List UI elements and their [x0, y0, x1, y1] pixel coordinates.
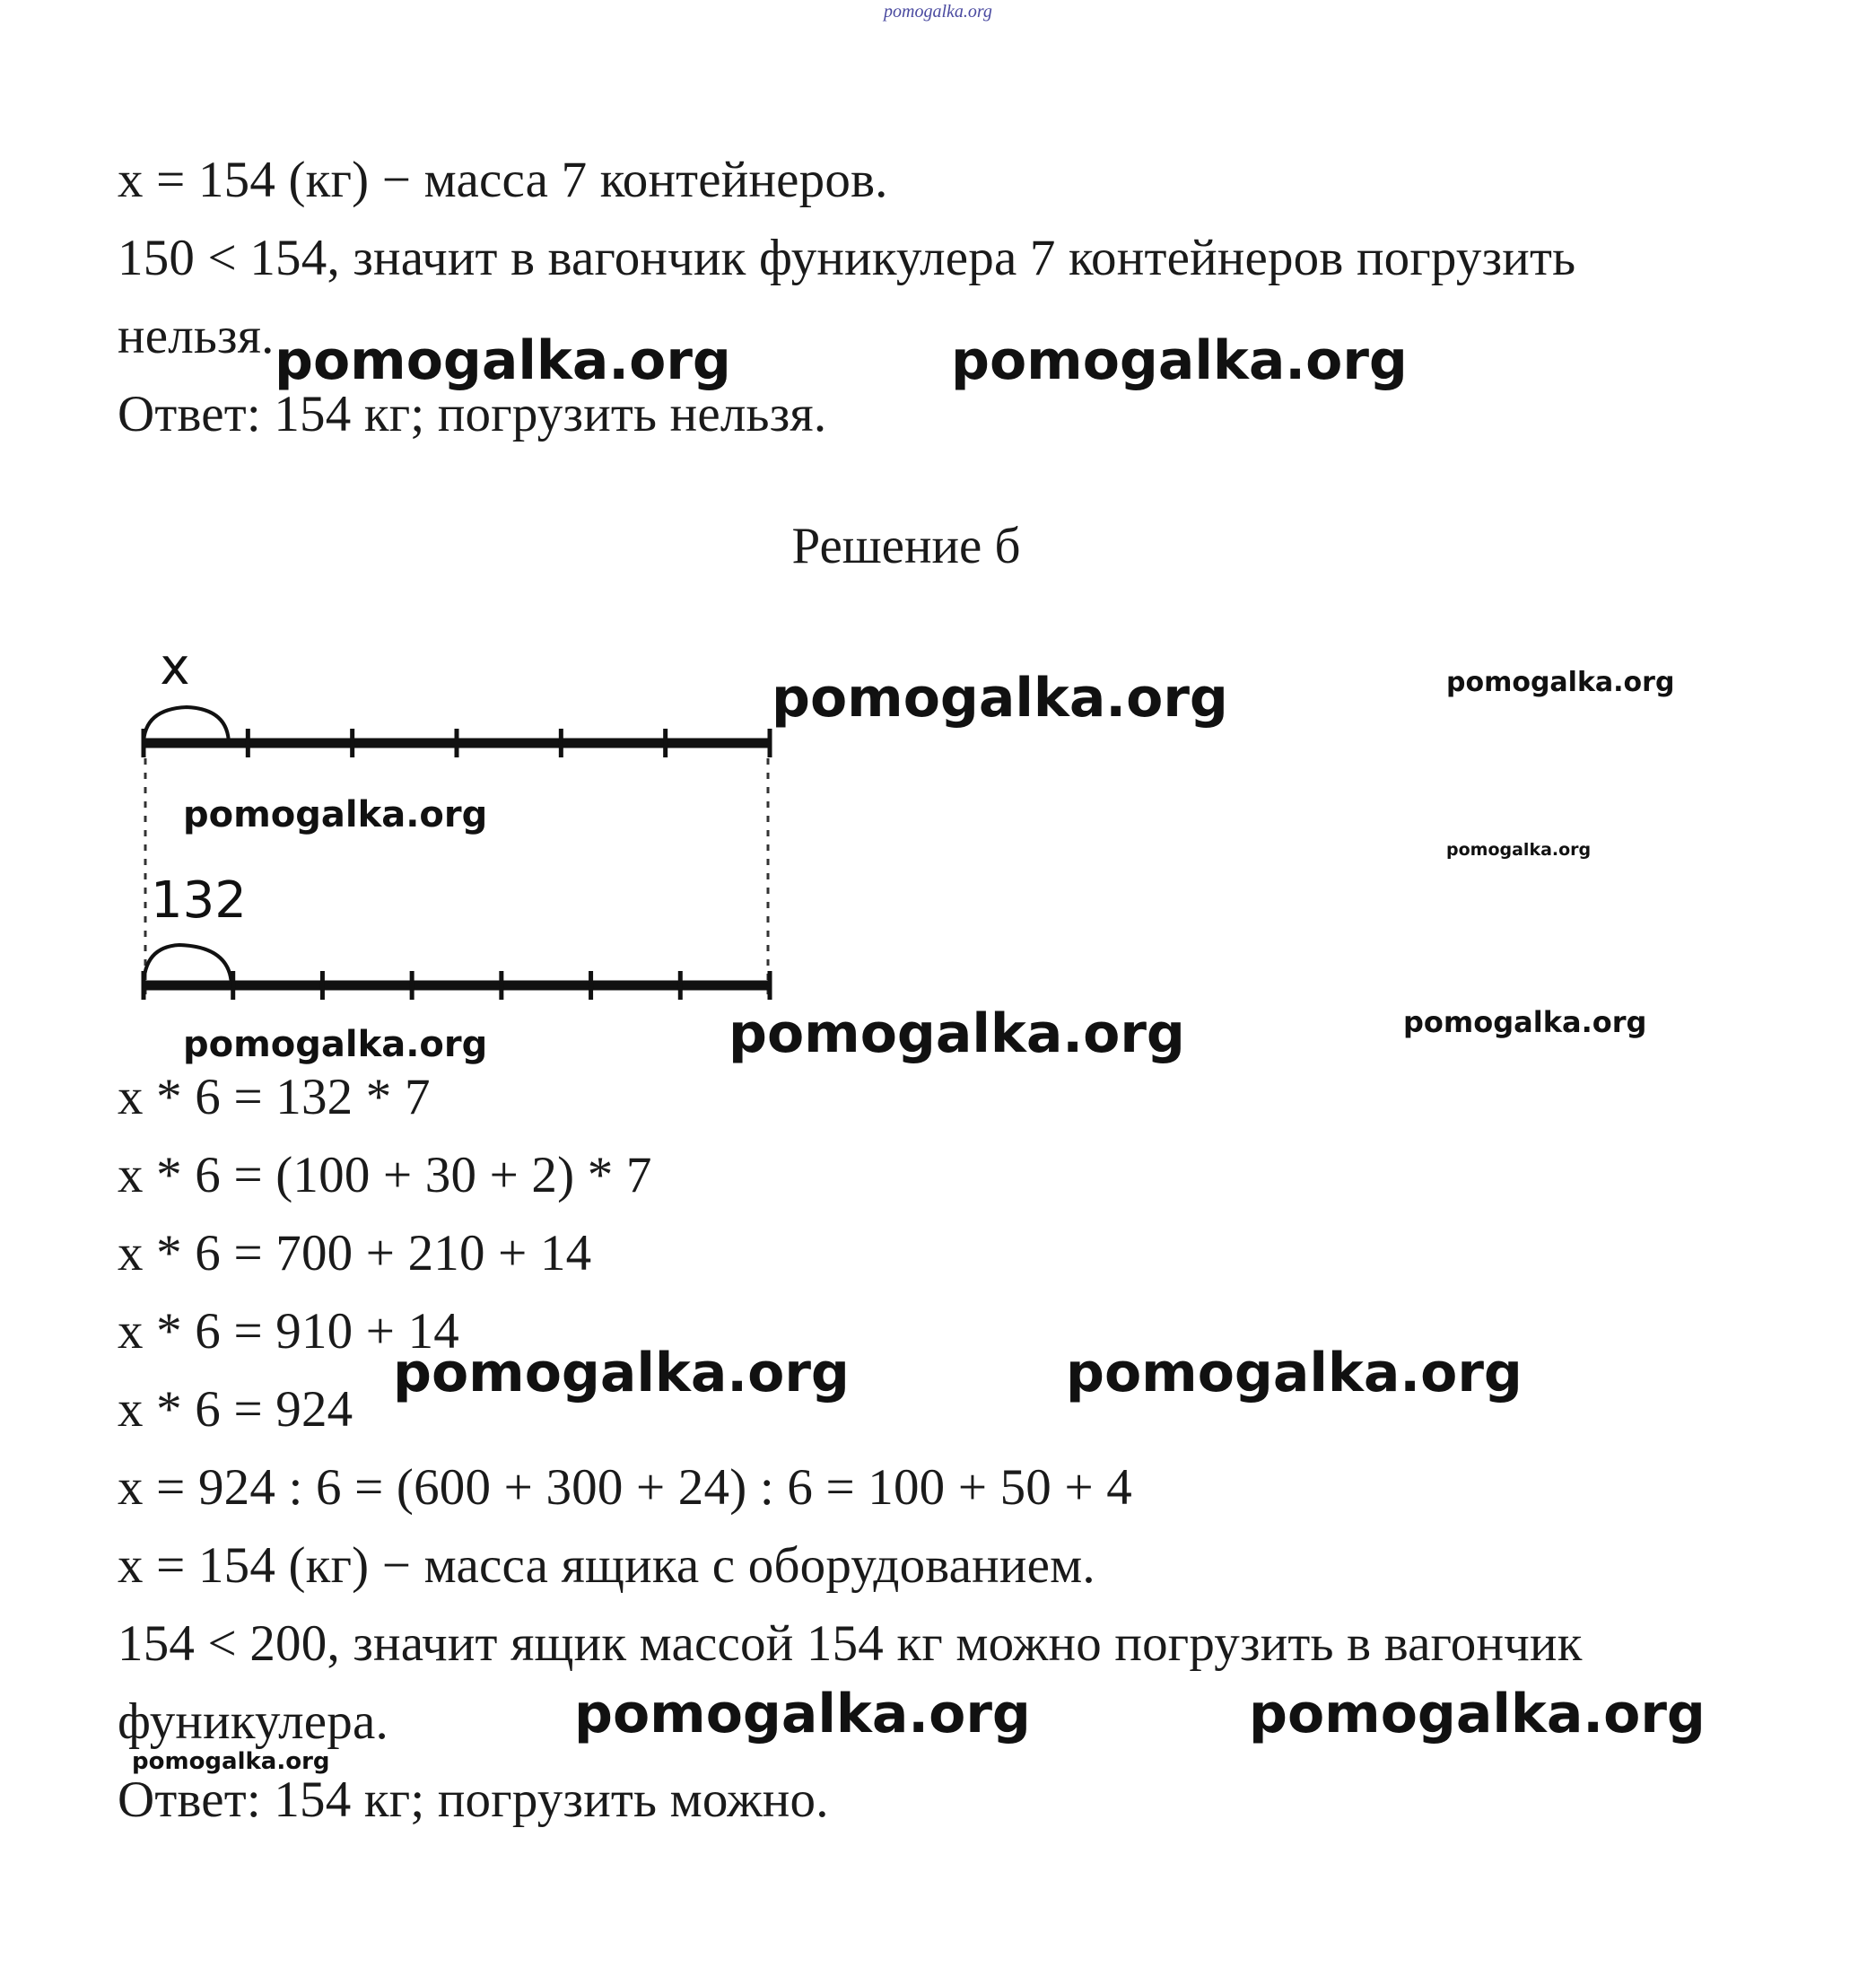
watermark: pomogalka.org	[729, 1002, 1185, 1065]
watermark: pomogalka.org	[183, 794, 488, 835]
watermark: pomogalka.org	[183, 1024, 488, 1065]
watermark: pomogalka.org	[1403, 1005, 1647, 1039]
equation-3: x * 6 = 700 + 210 + 14	[118, 1225, 592, 1281]
header-watermark: pomogalka.org	[884, 2, 992, 22]
watermark: pomogalka.org	[1249, 1683, 1706, 1745]
answer-b: Ответ: 154 кг; погрузить можно.	[118, 1771, 829, 1828]
answer-a: Ответ: 154 кг; погрузить нельзя.	[118, 386, 827, 442]
section-heading: Решение б	[791, 518, 1021, 574]
watermark: pomogalka.org	[132, 1748, 330, 1775]
equation-8: 154 < 200, значит ящик массой 154 кг можно погрузить в вагончик	[118, 1615, 1583, 1672]
top-label: x	[160, 646, 190, 696]
equation-4: x * 6 = 910 + 14	[118, 1303, 459, 1360]
equation-5: x * 6 = 924	[118, 1381, 353, 1438]
equation-9: фуникулера.	[118, 1693, 388, 1750]
equation-2: x * 6 = (100 + 30 + 2) * 7	[118, 1147, 652, 1203]
equation-1: x * 6 = 132 * 7	[118, 1069, 431, 1125]
text-line-a3: нельзя.	[118, 308, 275, 364]
text-line-a2: 150 < 154, значит в вагончик фуникулера 7 контейнеров погрузить	[118, 230, 1576, 286]
text-line-a1: x = 154 (кг) − масса 7 контейнеров.	[118, 152, 888, 208]
watermark: pomogalka.org	[1446, 667, 1675, 698]
watermark: pomogalka.org	[1446, 840, 1592, 860]
equation-7: x = 154 (кг) − масса ящика с оборудованием.	[118, 1537, 1095, 1594]
watermark: pomogalka.org	[275, 329, 731, 392]
watermark: pomogalka.org	[1066, 1342, 1523, 1404]
equation-6: x = 924 : 6 = (600 + 300 + 24) : 6 = 100 + 50 + 4	[118, 1459, 1132, 1516]
watermark: pomogalka.org	[574, 1683, 1031, 1745]
watermark: pomogalka.org	[772, 667, 1228, 730]
watermark: pomogalka.org	[951, 329, 1408, 392]
bottom-label: 132	[151, 871, 247, 930]
watermark: pomogalka.org	[393, 1342, 850, 1404]
